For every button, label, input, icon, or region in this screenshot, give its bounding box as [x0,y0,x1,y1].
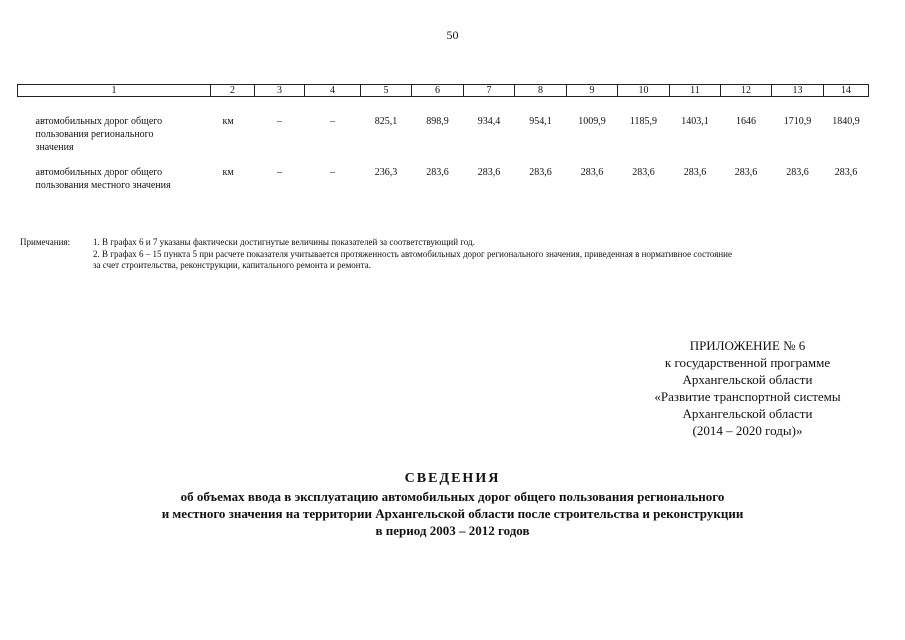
column-header: 4 [305,85,361,97]
column-header: 14 [824,85,869,97]
row-value: 283,6 [632,167,655,178]
table-row [18,166,869,192]
row-cell: – [277,116,282,127]
column-header: 11 [670,85,721,97]
appendix-line: (2014 – 2020 годы)» [692,423,803,438]
appendix-line: «Развитие транспортной системы [654,389,841,404]
column-header: 6 [412,85,464,97]
column-header: 2 [211,85,255,97]
row-value: 1403,1 [681,116,709,127]
row-value: 283,6 [834,167,858,178]
note-line: за счет строительства, реконструкции, капитального ремонта и ремонта. [93,260,371,270]
appendix-line: к государственной программе [664,355,831,370]
heading-line: в период 2003 – 2012 годов [375,523,530,538]
note-line: 1. В графах 6 и 7 указаны фактически достигнутые величины показателей за соответствующий год. [93,237,475,247]
row-value: 283,6 [786,167,809,178]
column-header: 10 [618,85,670,97]
row-value: 1185,9 [629,116,658,127]
heading-line: об объемах ввода в эксплуатацию автомобильных дорог общего пользования регионального [180,489,725,504]
column-header: 3 [255,85,305,97]
column-header: 1 [18,85,211,97]
row-name-line: пользования регионального [35,129,154,140]
row-value: 283,6 [529,167,552,178]
heading-line: и местного значения на территории Архангельской области после строительства и реконструкции [161,506,744,521]
row-value: 1710,9 [783,116,812,127]
notes-body [93,237,868,272]
row-value: 283,6 [734,167,758,178]
row-name-line: пользования местного значения [35,180,171,191]
row-value: 1009,9 [578,116,606,127]
row-value: 283,6 [477,167,501,178]
row-value: 283,6 [580,167,604,178]
row-value: 1646 [736,116,756,127]
page-number: 50 [446,28,459,42]
appendix-line: ПРИЛОЖЕНИЕ № 6 [689,338,806,353]
row-cell: – [277,167,282,178]
heading-title: СВЕДЕНИЯ [404,471,501,486]
row-unit: км [222,167,234,178]
row-cell: – [330,116,335,127]
row-value: 1840,9 [832,116,860,127]
row-name-line: значения [35,142,74,153]
row-value: 898,9 [426,116,449,127]
data-table [17,84,869,192]
row-unit: км [222,116,234,127]
row-name-line: автомобильных дорог общего [35,167,163,178]
column-header: 13 [772,85,824,97]
notes-label: Примечания: [20,237,71,247]
row-value: 283,6 [426,167,449,178]
appendix-block [620,337,875,439]
table-header-row [18,85,869,97]
row-value: 236,3 [374,167,398,178]
row-value: 283,6 [683,167,707,178]
row-cell: – [330,167,335,178]
column-header: 8 [515,85,567,97]
row-value: 825,1 [374,116,398,127]
row-value: 934,4 [477,116,501,127]
document-heading [0,469,905,539]
table-row [18,115,869,154]
column-header: 9 [567,85,618,97]
appendix-line: Архангельской области [682,372,813,387]
row-name [18,115,211,154]
row-name [18,166,211,192]
note-line: 2. В графах 6 – 15 пункта 5 при расчете показателя учитывается протяженность автомобильных дорог регионального значения, приведенная в нормативное состояние [93,248,732,259]
column-header: 7 [464,85,515,97]
appendix-line: Архангельской области [682,406,813,421]
column-header: 5 [361,85,412,97]
row-value: 954,1 [529,116,552,127]
column-header: 12 [721,85,772,97]
row-name-line: автомобильных дорог общего [35,116,163,127]
